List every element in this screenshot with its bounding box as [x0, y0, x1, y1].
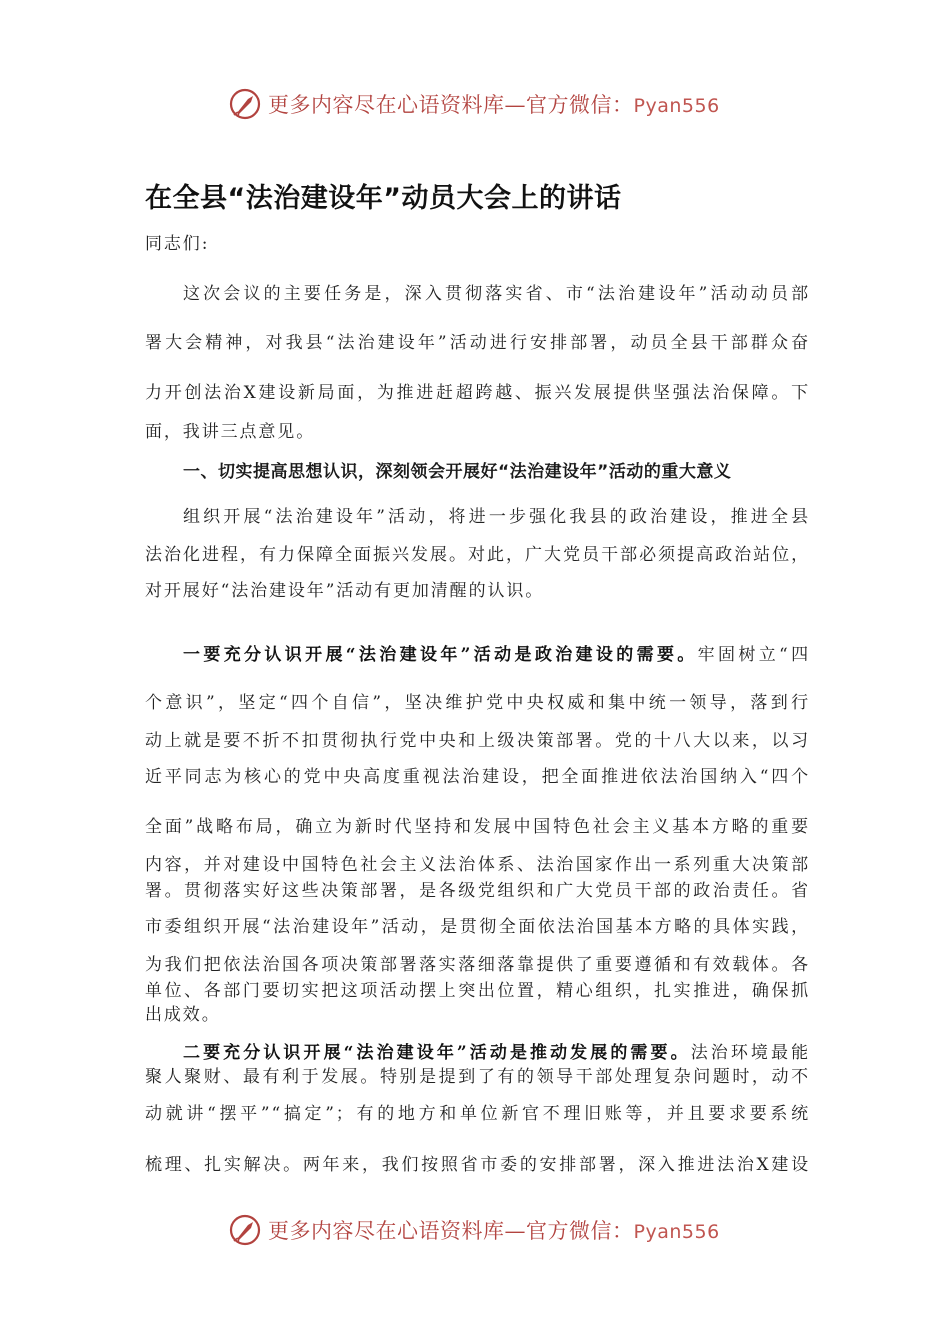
section1-line: 对开展好“法治建设年”活动有更加清醒的认识。	[145, 581, 545, 601]
header-banner	[228, 86, 720, 122]
point1-line: 单位、各部门要切实把这项活动摆上突出位置，精心组织，扎实推进，确保抓	[145, 981, 810, 1001]
point1-first-line: 一要充分认识开展“法治建设年”活动是政治建设的需要。牢固树立“四	[183, 645, 810, 665]
section1-line: 组织开展“法治建设年”活动，将进一步强化我县的政治建设，推进全县	[183, 507, 810, 527]
point2-line: 动就讲“摆平”“搞定”；有的地方和单位新官不理旧账等，并且要求要系统	[145, 1104, 810, 1124]
point1-line: 为我们把依法治国各项决策部署落实落细落靠提供了重要遵循和有效载体。各	[145, 955, 810, 975]
point2-line: 聚人聚财、最有利于发展。特别是提到了有的领导干部处理复杂问题时，动不	[145, 1067, 810, 1087]
intro-line: 力开创法治X建设新局面，为推进赶超跨越、振兴发展提供坚强法治保障。下	[145, 383, 810, 403]
point1-line: 动上就是要不折不扣贯彻执行党中央和上级决策部署。党的十八大以来，以习	[145, 731, 810, 751]
point2-lead: 二要充分认识开展“法治建设年”活动是推动发展的需要。	[183, 1043, 691, 1063]
point2-first-line: 二要充分认识开展“法治建设年”活动是推动发展的需要。法治环境最能	[183, 1043, 810, 1063]
intro-line: 这次会议的主要任务是，深入贯彻落实省、市“法治建设年”活动动员部	[183, 284, 810, 304]
intro-line: 面，我讲三点意见。	[145, 422, 316, 442]
footer-banner	[228, 1212, 720, 1248]
banner-text: 更多内容尽在心语资料库—官方微信：Pyan556	[268, 93, 720, 117]
greeting: 同志们:	[145, 234, 210, 254]
point1-line: 市委组织开展“法治建设年”活动，是贯彻全面依法治国基本方略的具体实践，	[145, 917, 810, 937]
section-heading: 一、切实提高思想认识，深刻领会开展好“法治建设年”活动的重大意义	[183, 462, 732, 482]
point1-line: 出成效。	[145, 1005, 221, 1025]
point1-lead: 一要充分认识开展“法治建设年”活动是政治建设的需要。	[183, 645, 698, 665]
page-title: 在全县“法治建设年”动员大会上的讲话	[145, 183, 622, 214]
point1-line: 内容，并对建设中国特色社会主义法治体系、法治国家作出一系列重大决策部	[145, 855, 810, 875]
intro-line: 署大会精神，对我县“法治建设年”活动进行安排部署，动员全县干部群众奋	[145, 333, 810, 353]
pen-nib-icon	[228, 87, 262, 121]
point2-line: 梳理、扎实解决。两年来，我们按照省市委的安排部署，深入推进法治X建设	[145, 1155, 810, 1175]
pen-nib-icon	[228, 1213, 262, 1247]
wechat-id: Pyan556	[633, 95, 720, 117]
point1-line: 近平同志为核心的党中央高度重视法治建设，把全面推进依法治国纳入“四个	[145, 767, 810, 787]
section1-line: 法治化进程，有力保障全面振兴发展。对此，广大党员干部必须提高政治站位，	[145, 545, 810, 565]
wechat-id: Pyan556	[633, 1221, 720, 1243]
point1-line: 全面”战略布局，确立为新时代坚持和发展中国特色社会主义基本方略的重要	[145, 817, 810, 837]
point1-line: 署。贯彻落实好这些决策部署，是各级党组织和广大党员干部的政治责任。省	[145, 881, 810, 901]
point1-line: 个意识”，坚定“四个自信”，坚决维护党中央权威和集中统一领导，落到行	[145, 693, 810, 713]
banner-text: 更多内容尽在心语资料库—官方微信：Pyan556	[268, 1219, 720, 1243]
